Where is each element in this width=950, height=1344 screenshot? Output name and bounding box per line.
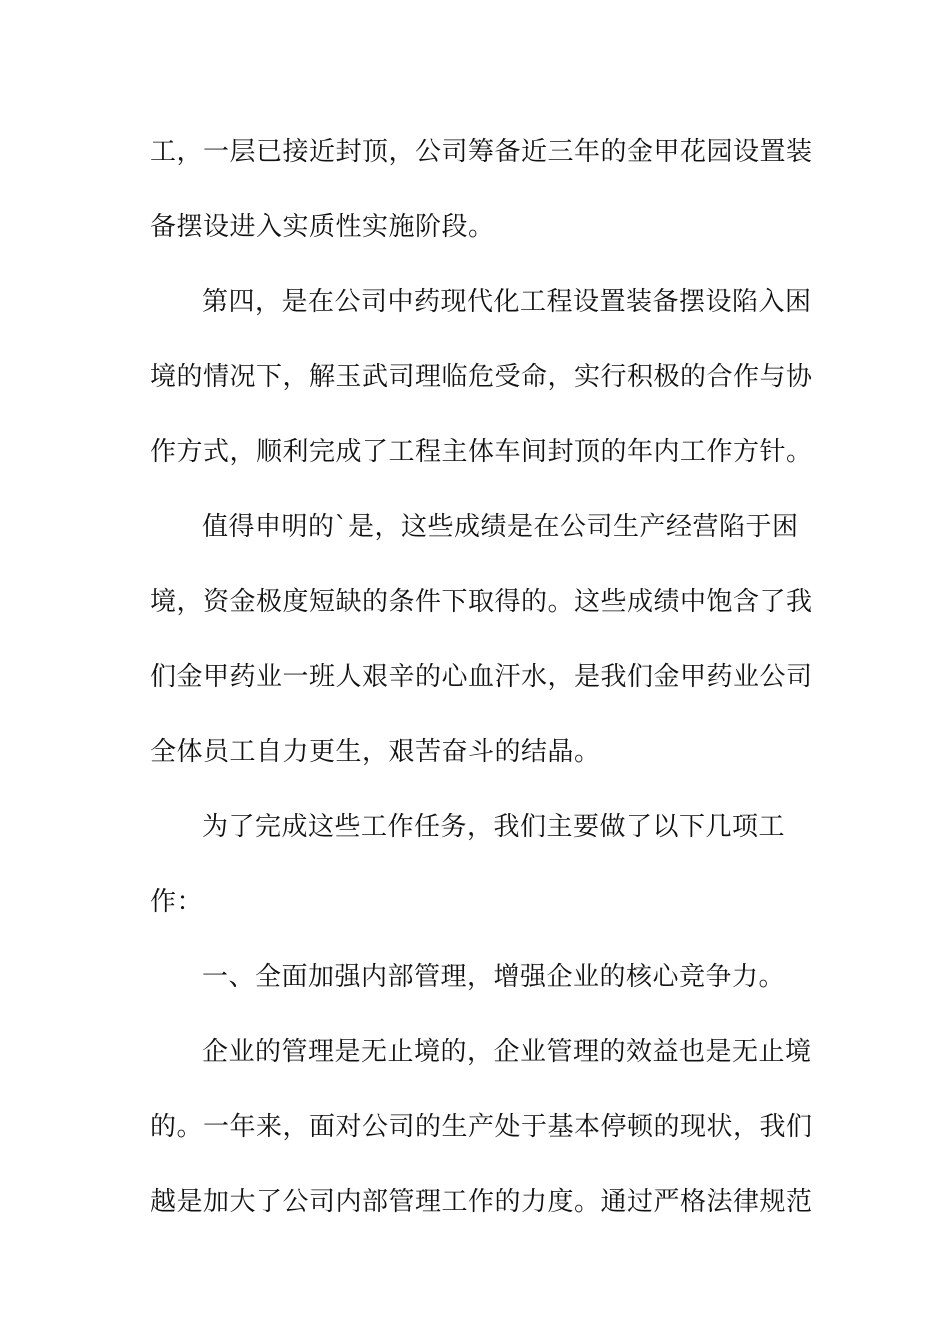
text-line: 们金甲药业一班人艰辛的心血汗水，是我们金甲药业公司 <box>150 662 813 692</box>
text-line: 境的情况下，解玉武司理临危受命，实行积极的合作与协 <box>150 362 813 392</box>
text-line: 作方式，顺利完成了工程主体车间封顶的年内工作方针。 <box>150 437 813 467</box>
text-line: 全体员工自力更生，艰苦奋斗的结晶。 <box>150 737 601 767</box>
paragraph-start-line: 企业的管理是无止境的，企业管理的效益也是无止境 <box>202 1037 812 1067</box>
text-line: 工，一层已接近封顶，公司筹备近三年的金甲花园设置装 <box>150 137 813 167</box>
text-line: 备摆设进入实质性实施阶段。 <box>150 212 495 242</box>
paragraph-start-line: 为了完成这些工作任务，我们主要做了以下几项工 <box>202 812 786 842</box>
section-heading: 一、全面加强内部管理，增强企业的核心竞争力。 <box>202 962 786 992</box>
paragraph-start-line: 第四，是在公司中药现代化工程设置装备摆设陷入困 <box>202 287 812 317</box>
text-line: 的。一年来，面对公司的生产处于基本停顿的现状，我们 <box>150 1112 813 1142</box>
text-line: 作： <box>150 887 204 917</box>
paragraph-start-line: 值得申明的`是，这些成绩是在公司生产经营陷于困 <box>202 512 799 542</box>
text-line: 越是加大了公司内部管理工作的力度。通过严格法律规范 <box>150 1187 813 1217</box>
text-line: 境，资金极度短缺的条件下取得的。这些成绩中饱含了我 <box>150 587 813 617</box>
